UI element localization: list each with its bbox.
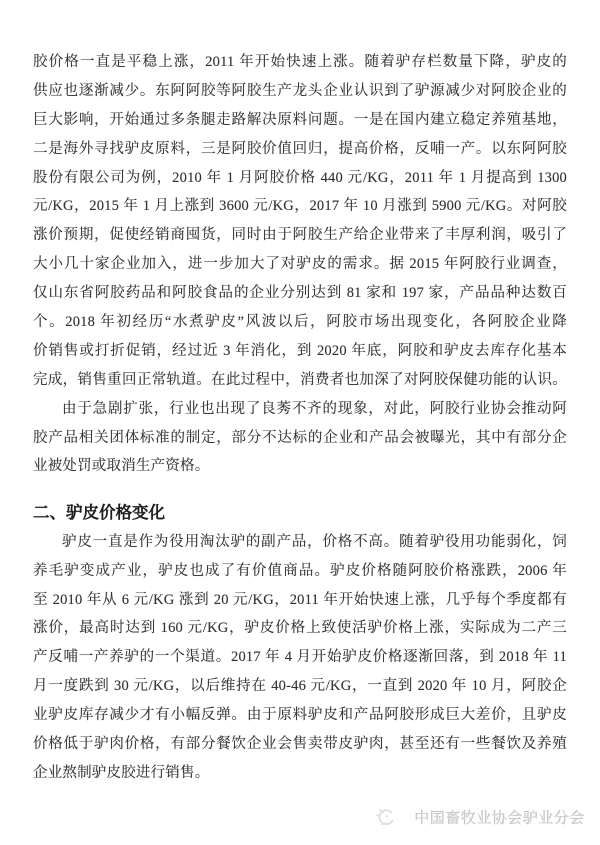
text-line: 供应也逐渐减少。东阿阿胶等阿胶生产龙头企业认识到了驴源减少对阿胶企业的 <box>33 82 567 99</box>
text-line: 至 2010 年从 6 元/KG 涨到 20 元/KG，2011 年开始快速上涨，几乎每个季度都有 <box>33 591 567 608</box>
text-line: 产反哺一产养驴的一个渠道。2017 年 4 月开始驴皮价格逐渐回落，到 2018 年 11 <box>33 649 567 666</box>
text-line: 养毛驴变成产业，驴皮也成了有价值商品。驴皮价格随阿胶价格涨跌，2006 年 <box>33 562 567 579</box>
text-line: 仅山东省阿胶药品和阿胶食品的企业分别达到 81 家和 197 家，产品品种达数百 <box>33 285 567 302</box>
text-line: 巨大影响，开始通过多条腿走路解决原料问题。一是在国内建立稳定养殖基地， <box>33 111 567 128</box>
association-logo-icon <box>373 804 399 830</box>
text-line: 涨价预期，促使经销商囤货，同时由于阿胶生产给企业带来了丰厚利润，吸引了 <box>33 227 567 244</box>
text-line: 业驴皮库存减少才有小幅反弹。由于原料驴皮和产品阿胶形成巨大差价，且驴皮 <box>33 707 567 724</box>
watermark <box>373 804 585 830</box>
text-line: 价销售或打折促销，经过近 3 年消化，到 2020 年底，阿胶和驴皮去库存化基本 <box>33 342 567 359</box>
text-line: 由于急剧扩张，行业也出现了良莠不齐的现象，对此，阿胶行业协会推动阿 <box>62 400 567 417</box>
document-body <box>33 48 567 788</box>
text-line: 股份有限公司为例，2010 年 1 月阿胶价格 440 元/KG，2011 年 1 月提高到 1300 <box>33 169 567 186</box>
paragraph-1 <box>33 48 567 395</box>
text-line: 大小几十家企业加入，进一步加大了对驴皮的需求。据 2015 年阿胶行业调查， <box>33 256 567 273</box>
text-line: 元/KG，2015 年 1 月上涨到 3600 元/KG，2017 年 10 月涨到 5900 元/KG。对阿胶 <box>33 198 567 215</box>
text-line: 涨价，最高时达到 160 元/KG，驴皮价格上致使活驴价格上涨，实际成为二产三 <box>33 620 567 637</box>
text-line: 胶产品相关团体标准的制定，部分不达标的企业和产品会被曝光，其中有部分企 <box>33 429 567 446</box>
watermark-text: 中国畜牧业协会驴业分会 <box>414 810 585 827</box>
text-line: 企业熬制驴皮胶进行销售。 <box>33 764 210 781</box>
text-line: 完成，销售重回正常轨道。在此过程中，消费者也加深了对阿胶保健功能的认识。 <box>33 371 567 388</box>
paragraph-3 <box>33 528 567 788</box>
section-heading: 二、驴皮价格变化 <box>33 502 165 522</box>
text-line: 个。2018 年初经历“水煮驴皮”风波以后，阿胶市场出现变化，各阿胶企业降 <box>33 314 567 331</box>
paragraph-2 <box>33 395 567 482</box>
text-line: 价格低于驴肉价格，有部分餐饮企业会售卖带皮驴肉，甚至还有一些餐饮及养殖 <box>33 735 567 752</box>
text-line: 胶价格一直是平稳上涨，2011 年开始快速上涨。随着驴存栏数量下降，驴皮的 <box>33 54 567 70</box>
text-line: 驴皮一直是作为役用淘汰驴的副产品，价格不高。随着驴役用功能弱化，饲 <box>62 533 567 550</box>
text-line: 业被处罚或取消生产资格。 <box>33 458 210 475</box>
text-line: 月一度跌到 30 元/KG，以后维持在 40-46 元/KG，一直到 2020 年 10 月，阿胶企 <box>33 678 567 695</box>
text-line: 二是海外寻找驴皮原料，三是阿胶价值回归，提高价格，反哺一产。以东阿阿胶 <box>33 140 567 157</box>
